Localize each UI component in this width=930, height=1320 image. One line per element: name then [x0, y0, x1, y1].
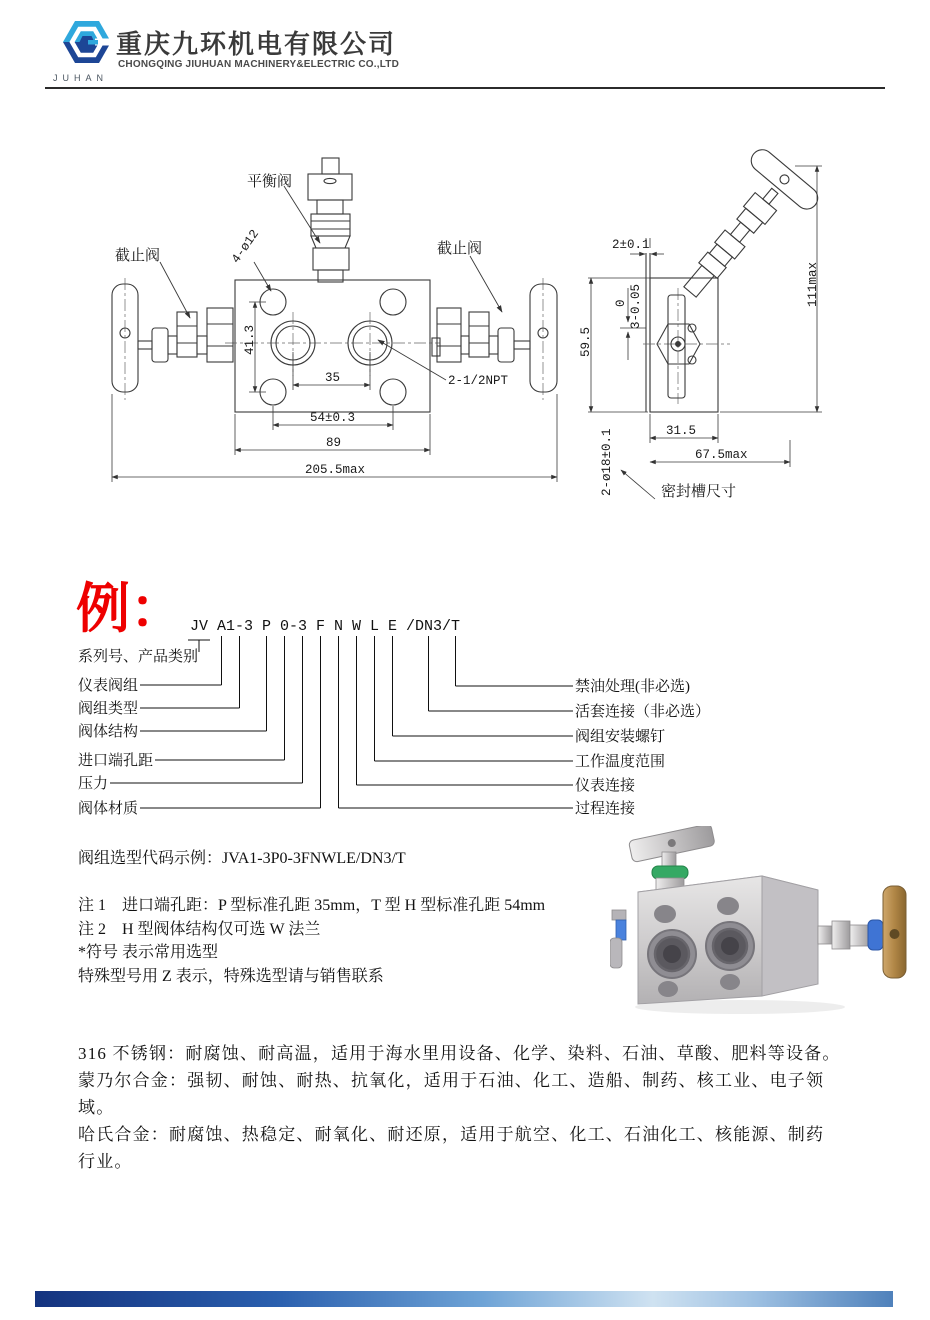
logo-wordmark: JUHAN	[53, 73, 109, 83]
note-2: 注 2 H 型阀体结构仅可选 W 法兰	[78, 921, 321, 938]
decode-manifold-type-label: 阀组类型	[78, 701, 139, 717]
note-special: 特殊型号用 Z 表示，特殊选型请与销售联系	[78, 968, 384, 985]
decode-pressure-label: 压力	[78, 776, 109, 792]
dim-35: 35	[325, 371, 341, 385]
decode-swivel-label: 活套连接（非必选）	[575, 704, 711, 720]
dim-2-d18: 2-ø18±0.1	[600, 428, 614, 496]
decode-inlet-spacing-label: 进口端孔距	[78, 753, 154, 769]
material-316-line: 316 不锈钢：耐腐蚀、耐高温，适用于海水里用设备、化学、染料、石油、草酸、肥料等设备。	[78, 1044, 841, 1063]
company-name-en: CHONGQING JIUHUAN MACHINERY&ELECTRIC CO.,LTD	[118, 59, 400, 70]
note-1: 注 1 进口端孔距：P 型标准孔距 35mm，T 型 H 型标准孔距 54mm	[78, 897, 546, 914]
decode-manifold-label: 仪表阀组	[78, 678, 139, 694]
dim-3-tol-upper: 0	[614, 299, 628, 307]
company-logo-icon	[55, 16, 119, 72]
decode-temp-range-label: 工作温度范围	[575, 754, 666, 770]
dim-89: 89	[326, 436, 342, 450]
header-divider	[45, 87, 885, 89]
stop-valve-right-label: 截止阀	[437, 241, 483, 257]
company-name-cn: 重庆九环机电有限公司	[116, 30, 397, 59]
dim-67-5max: 67.5max	[695, 448, 748, 462]
stop-valve-left-label: 截止阀	[115, 248, 161, 264]
product-photo	[610, 826, 908, 1016]
manifold-drawing-svg	[60, 140, 905, 525]
decode-body-material-label: 阀体材质	[78, 801, 139, 817]
decode-body-structure-label: 阀体结构	[78, 724, 139, 740]
seal-groove-label: 密封槽尺寸	[661, 484, 737, 500]
decode-process-conn-label: 过程连接	[575, 801, 636, 817]
footer-accent-bar	[35, 1291, 893, 1307]
material-hastelloy-wrap: 行业。	[78, 1152, 133, 1171]
material-monel-line: 蒙乃尔合金：强韧、耐蚀、耐热、抗氧化，适用于石油、化工、造船、制药、核工业、电子领	[78, 1071, 825, 1090]
npt-callout: 2-1/2NPT	[448, 374, 509, 388]
dim-205-5: 205.5max	[305, 463, 366, 477]
code-example-line: 阀组选型代码示例：JVA1-3P0-3FNWLE/DN3/T	[78, 850, 406, 867]
dim-3-tol: 3-0.05	[629, 283, 643, 329]
model-code: JV A1-3 P 0-3 F N W L E /DN3/T	[190, 618, 461, 635]
dim-31-5: 31.5	[666, 424, 697, 438]
holes-callout: 4-ø12	[229, 227, 263, 267]
decode-oil-free-label: 禁油处理(非必选)	[575, 679, 690, 695]
material-monel-wrap: 域。	[78, 1098, 115, 1117]
dim-54: 54±0.3	[310, 411, 356, 425]
balance-valve-label: 平衡阀	[247, 174, 293, 190]
dim-111max: 111max	[806, 261, 820, 307]
example-prefix: 例：	[76, 579, 184, 639]
dim-41-3: 41.3	[243, 324, 257, 355]
material-hastelloy-line: 哈氏合金：耐腐蚀、热稳定、耐氧化、耐还原，适用于航空、化工、石油化工、核能源、制药	[78, 1125, 825, 1144]
decode-mounting-screw-label: 阀组安装螺钉	[575, 729, 666, 745]
note-symbol: *符号 表示常用选型	[78, 944, 219, 961]
decode-series-label: 系列号、产品类别	[78, 649, 199, 665]
dim-59-5: 59.5	[579, 326, 593, 357]
decode-instrument-conn-label: 仪表连接	[575, 778, 636, 794]
technical-drawing	[60, 140, 905, 525]
dim-2-0-1: 2±0.1	[612, 238, 650, 252]
